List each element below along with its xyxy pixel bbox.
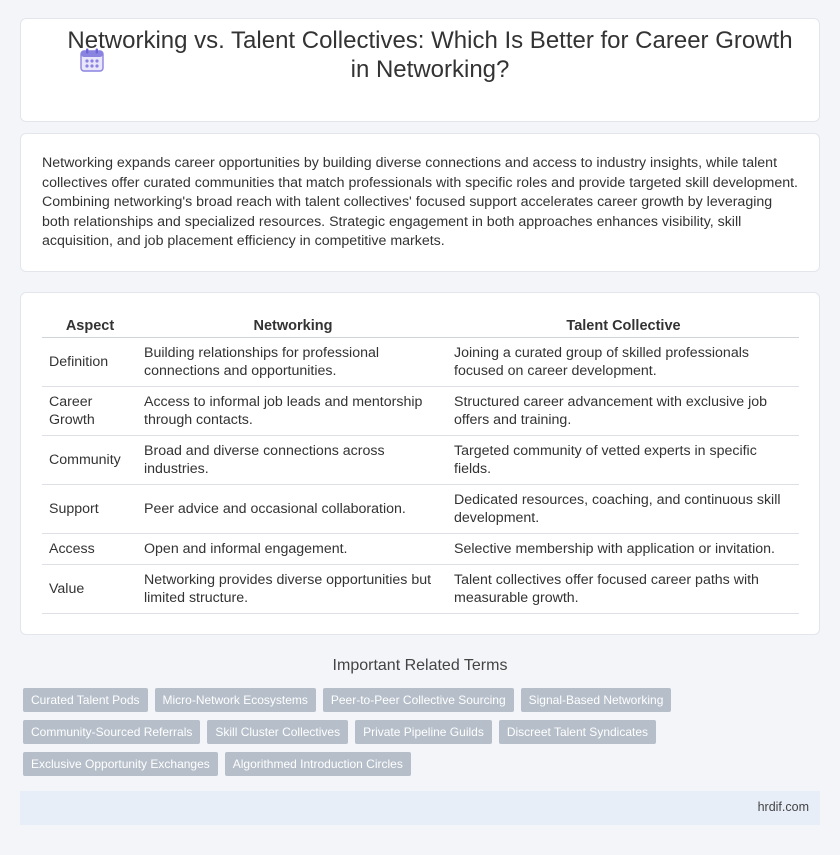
row-talent-collective: Targeted community of vetted experts in specific fields. [448, 436, 799, 485]
table-row [42, 436, 799, 485]
related-term-tag[interactable]: Discreet Talent Syndicates [499, 720, 656, 744]
related-term-tag[interactable]: Micro-Network Ecosystems [155, 688, 316, 712]
row-aspect: Career Growth [42, 387, 138, 436]
column-header-networking: Networking [138, 315, 448, 338]
row-networking: Access to informal job leads and mentorship through contacts. [138, 387, 448, 436]
intro-paragraph: Networking expands career opportunities by building diverse connections and access to industry insights, while talent collectives offer curated communities that match professionals with specific roles and provide targeted skill development. Combining networking's broad reach with talent collectives' focused support accelerates career growth by leveraging both relationships and specialized resources. Strategic engagement in both approaches enhances visibility, skill acquisition, and job placement efficiency in competitive markets. [42, 155, 798, 249]
row-talent-collective: Structured career advancement with exclusive job offers and training. [448, 387, 799, 436]
tag-row [23, 752, 823, 776]
column-header-aspect: Aspect [42, 315, 138, 338]
column-header-talent-collective: Talent Collective [448, 315, 799, 338]
row-talent-collective: Selective membership with application or invitation. [448, 534, 799, 565]
row-talent-collective: Talent collectives offer focused career paths with measurable growth. [448, 565, 799, 614]
row-networking: Open and informal engagement. [138, 534, 448, 565]
related-term-tag[interactable]: Skill Cluster Collectives [207, 720, 348, 744]
row-aspect: Value [42, 565, 138, 614]
table-row [42, 387, 799, 436]
related-term-tag[interactable]: Community-Sourced Referrals [23, 720, 200, 744]
related-term-tag[interactable]: Peer-to-Peer Collective Sourcing [323, 688, 514, 712]
title-wrap [60, 26, 800, 84]
row-networking: Networking provides diverse opportunities but limited structure. [138, 565, 448, 614]
row-networking: Broad and diverse connections across industries. [138, 436, 448, 485]
table-row [42, 338, 799, 387]
related-term-tag[interactable]: Curated Talent Pods [23, 688, 148, 712]
footer-domain[interactable]: hrdif.com [757, 800, 809, 814]
comparison-table [42, 315, 799, 614]
table-row [42, 565, 799, 614]
table-row [42, 534, 799, 565]
row-talent-collective: Dedicated resources, coaching, and continuous skill development. [448, 485, 799, 534]
related-term-tag[interactable]: Private Pipeline Guilds [355, 720, 492, 744]
row-aspect: Community [42, 436, 138, 485]
tag-row [23, 688, 823, 712]
row-talent-collective: Joining a curated group of skilled professionals focused on career development. [448, 338, 799, 387]
table-header-row [42, 315, 799, 338]
row-aspect: Access [42, 534, 138, 565]
table-row [42, 485, 799, 534]
footer [20, 791, 820, 825]
row-networking: Peer advice and occasional collaboration. [138, 485, 448, 534]
related-term-tag[interactable]: Signal-Based Networking [521, 688, 672, 712]
related-term-tag[interactable]: Exclusive Opportunity Exchanges [23, 752, 218, 776]
row-aspect: Definition [42, 338, 138, 387]
related-terms-heading: Important Related Terms [332, 657, 508, 674]
row-networking: Building relationships for professional connections and opportunities. [138, 338, 448, 387]
related-term-tag[interactable]: Algorithmed Introduction Circles [225, 752, 411, 776]
page-title: Networking vs. Talent Collectives: Which Is Better for Career Growth in Networking? [67, 27, 793, 83]
tag-row [23, 720, 823, 744]
row-aspect: Support [42, 485, 138, 534]
comparison-card [20, 292, 820, 635]
intro-card [20, 133, 820, 272]
related-terms-list [23, 688, 823, 784]
